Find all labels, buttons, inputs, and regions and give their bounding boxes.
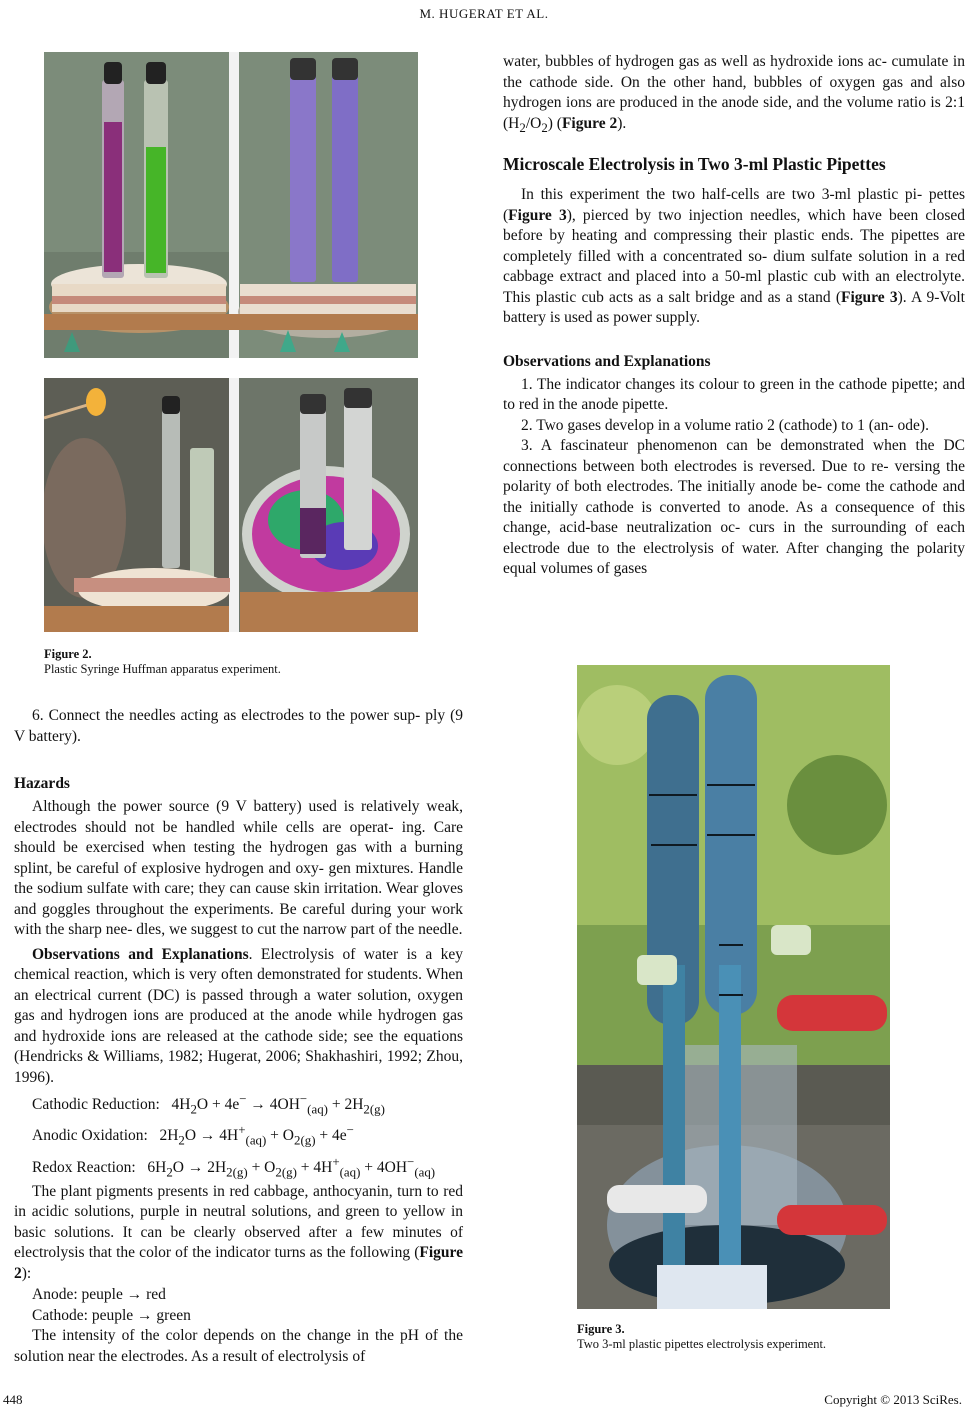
observations-heading: Observations and Explanations [503, 352, 711, 370]
figure3-caption-text: Two 3-ml plastic pipettes electrolysis experiment. [577, 1337, 827, 1351]
intro-paragraph [503, 185, 965, 329]
intensity-paragraph: The intensity of the color depends on the change in the pH of the solution near the electrodes. As a result of electrolysis of [14, 1327, 463, 1365]
plant-pigments-paragraph [14, 1182, 463, 1285]
observations-paragraph [14, 945, 463, 1089]
observation-3: 3. A fascinateur phenomenon can be demonstrated when the DC connections between both electrodes is reversed. Due to re- versing the polarity of both electrodes. The initially anode be- come the cathode and the initially cathode is converted to anode. As a consequence of this change, acid-base neutralization oc- curs in the surrounding of each electrode due to the electrolysis of water. After changing the polarity equal volumes of gases [503, 437, 965, 578]
cont-sub1: 2 [519, 119, 526, 135]
figure2-label: Figure 2. [44, 647, 92, 661]
plant-text: The plant pigments presents in red cabbage, anthocyanin, turn to red in acidic solutions, purple in neutral solutions, and green to yellow in basic solutions. It can be clearly observed after a few minutes of electrolysis that the color of the indicator turns as the following ( [14, 1182, 463, 1262]
observation-2: 2. Two gases develop in a volume ratio 2 (cathode) to 1 (an- ode). [521, 416, 929, 434]
cathode-line: Cathode: peuple → green [32, 1307, 191, 1325]
continuation-paragraph [503, 52, 965, 138]
plant-end: ): [21, 1264, 32, 1282]
section-heading: Microscale Electrolysis in Two 3-ml Plastic Pipettes [503, 154, 886, 175]
copyright: Copyright © 2013 SciRes. [824, 1392, 962, 1407]
hazards-paragraph: Although the power source (9 V battery) used is relatively weak, electrodes should not be handled while cells are operat- ing. Care should be exercised when testing the hydrogen gas with a burning splint, be careful of explosive hydrogen and oxy- gen mixtures. Handle the sodium sulfate with care; they can cause skin irritation. Wear gloves and goggles throughout the experiments. Be careful during your work with the sharp nee- dles, we suggest to cut the narrow part of the needle. [14, 798, 463, 938]
left-column-lower [14, 706, 463, 1367]
figure2-caption-text: Plastic Syringe Huffman apparatus experiment. [44, 662, 281, 676]
cont-figure-ref: Figure 2 [561, 114, 618, 132]
figure2-photo-bottom [44, 378, 418, 632]
cont-end: ). [617, 114, 627, 132]
intro-figure-ref-2: Figure 3 [840, 288, 898, 306]
anode-line: Anode: peuple → red [32, 1286, 166, 1304]
figure3-photo [577, 665, 890, 1309]
right-column [503, 52, 965, 580]
plant-figure-ref: Figure 2 [14, 1244, 463, 1282]
intro-a: In this experiment the two half-cells are two 3-ml plastic pi- pettes ( [503, 186, 965, 224]
step6-paragraph: 6. Connect the needles acting as electrodes to the power sup- ply (9 V battery). [14, 707, 463, 745]
running-header: M. HUGERAT ET AL. [419, 6, 549, 21]
observations-lead: Observations and Explanations [32, 945, 249, 963]
hazards-heading: Hazards [14, 775, 70, 792]
equation-cathodic: Cathodic Reduction: $4H_2O + 4e^- \to 4OH^-_{(aq)} + 2H_{2(g)}$ [32, 1091, 385, 1117]
cont-b: ) ( [547, 114, 562, 132]
equation-anodic: Anodic Oxidation: $2H_2O \to 4H^+_{(aq)} + O_{2(g)} + 4e^-$ [32, 1122, 354, 1148]
page-number: 448 [3, 1392, 23, 1407]
observation-1: 1. The indicator changes its colour to green in the cathode pipette; and to red in the anode pipette. [503, 375, 965, 414]
cont-sub2: 2 [541, 119, 548, 135]
intro-c: ). A 9-Volt battery is used as power supply. [503, 288, 965, 327]
intro-figure-ref-1: Figure 3 [508, 206, 567, 224]
observations-text: . Electrolysis of water is a key chemical reaction, which is very often demonstrated for students. When an electrical current (DC) is passed through a water solution, oxygen gas and hydrogen ions are produced at the anode while hydrogen gas and hydroxide ions are released at the cathode side; see the equations (Hendricks & Williams, 1982; Hugerat, 2006; Shakhashiri, 1992; Zhou, 1996). [14, 945, 464, 1086]
eq-cathodic-label: Cathodic Reduction: [32, 1096, 160, 1114]
eq-redox-label: Redox Reaction: [32, 1158, 136, 1176]
intro-b: ), pierced by two injection needles, which have been closed before by heating and compressing their plastic ends. The pipettes are completely filled with a concentrated so- dium sulfate solution in a red cabbage extract and placed into a 50-ml plastic cub with an electrolyte. This plastic cub acts as a salt bridge and as a stand ( [503, 206, 966, 306]
cont-mid: /O [525, 114, 542, 132]
cont-a: water, bubbles of hydrogen gas as well as hydroxide ions ac- cumulate in the cathode side. On the other hand, bubbles of oxygen gas and also hydrogen ions are produced in the anode side, and the volume ratio is 2:1 (H [503, 53, 965, 132]
eq-anodic-label: Anodic Oxidation: [32, 1127, 148, 1145]
figure2-photo-top [44, 52, 418, 358]
equation-redox: Redox Reaction: $6H_2O \to 2H_{2(g)} + O_{2(g)} + 4H^+_{(aq)} + 4OH^-_{(aq)}$ [32, 1153, 436, 1179]
figure3-caption [577, 1322, 957, 1352]
figure2-caption [44, 647, 464, 677]
figure3-label: Figure 3. [577, 1322, 625, 1336]
